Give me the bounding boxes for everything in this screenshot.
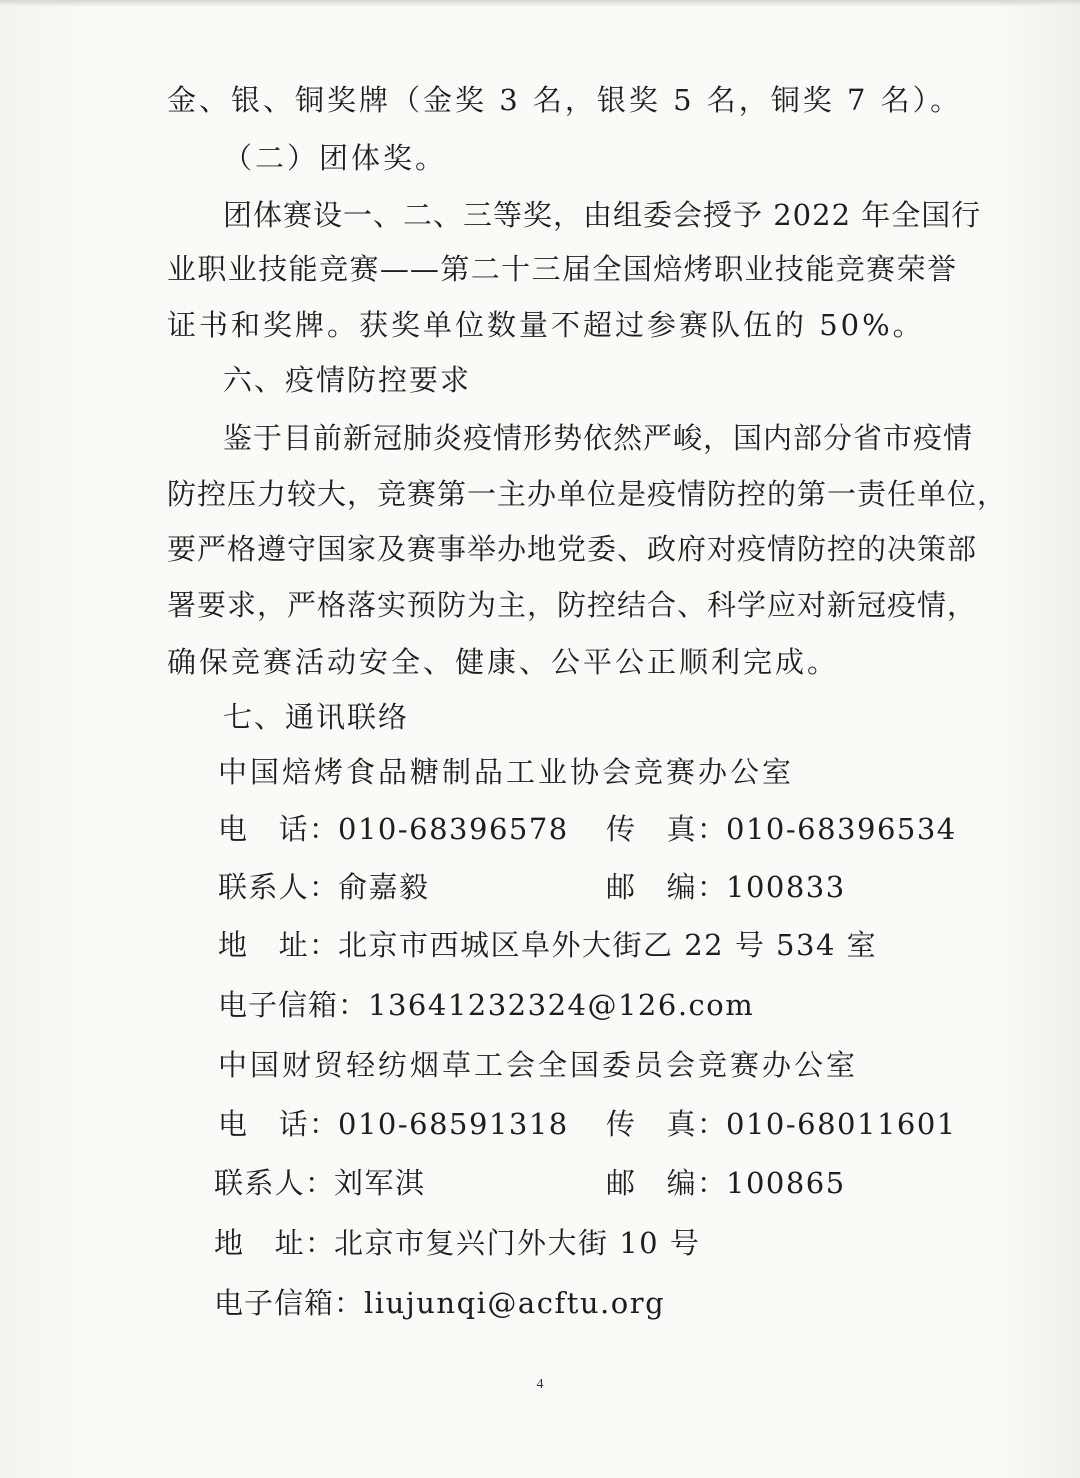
scan-edge (0, 0, 1080, 6)
zip-label: 邮 编： (606, 870, 726, 904)
email-label: 电子信箱： (218, 988, 369, 1022)
contact-1-address-row (218, 920, 877, 970)
zip-value: 100833 (726, 870, 846, 904)
contact-1-org: 中国焙烤食品糖制品工业协会竞赛办公室 (218, 755, 795, 789)
section-6-para-line-1: 鉴于目前新冠肺炎疫情形势依然严峻，国内部分省市疫情 (223, 421, 974, 455)
section-6-para-line-4: 署要求，严格落实预防为主，防控结合、科学应对新冠疫情， (167, 588, 978, 622)
team-award-para-line-1: 团体赛设一、二、三等奖，由组委会授予 2022 年全国行 (223, 198, 982, 232)
fax-label: 传 真： (606, 1107, 726, 1141)
section-6-para-line-5: 确保竞赛活动安全、健康、公平公正顺利完成。 (167, 645, 840, 679)
email-label: 电子信箱： (214, 1286, 365, 1320)
phone-value: 010-68591318 (338, 1107, 569, 1141)
zip-label: 邮 编： (606, 1166, 726, 1200)
phone-value: 010-68396578 (338, 812, 569, 846)
contact-2-person-row (214, 1158, 846, 1208)
address-label: 地 址： (214, 1226, 334, 1260)
phone-label: 电 话： (218, 1107, 338, 1141)
section-7-heading: 七、通讯联络 (223, 700, 410, 734)
fax-value: 010-68396534 (726, 812, 957, 846)
section-6-para-line-2: 防控压力较大，竞赛第一主办单位是疫情防控的第一责任单位， (167, 477, 1008, 511)
contact-2-phone-row (218, 1099, 957, 1149)
page-number: 4 (536, 1377, 544, 1392)
fax-value: 010-68011601 (726, 1107, 957, 1141)
contact-2-org: 中国财贸轻纺烟草工会全国委员会竞赛办公室 (218, 1048, 859, 1082)
email-value: liujunqi@acftu.org (364, 1286, 666, 1320)
email-value: 13641232324@126.com (368, 988, 755, 1022)
person-label: 联系人： (214, 1166, 334, 1200)
section-6-para-line-3: 要严格遵守国家及赛事举办地党委、政府对疫情防控的决策部 (167, 532, 978, 566)
zip-value: 100865 (726, 1166, 846, 1200)
address-value: 北京市西城区阜外大街乙 22 号 534 室 (338, 928, 878, 962)
award-line: 金、银、铜奖牌（金奖 3 名，银奖 5 名，铜奖 7 名）。 (167, 83, 963, 117)
team-award-title: （二）团体奖。 (223, 141, 448, 175)
team-award-para-line-2: 业职业技能竞赛——第二十三届全国焙烤职业技能竞赛荣誉 (167, 252, 957, 286)
person-value: 刘军淇 (334, 1166, 426, 1200)
team-award-para-line-3: 证书和奖牌。获奖单位数量不超过参赛队伍的 50%。 (167, 308, 925, 342)
section-6-heading: 六、疫情防控要求 (223, 363, 472, 397)
contact-2-address-row (214, 1218, 700, 1268)
contact-2-email-row (214, 1278, 665, 1328)
fax-label: 传 真： (606, 812, 726, 846)
person-label: 联系人： (218, 870, 338, 904)
address-label: 地 址： (218, 928, 338, 962)
phone-label: 电 话： (218, 812, 338, 846)
person-value: 俞嘉毅 (338, 870, 430, 904)
address-value: 北京市复兴门外大街 10 号 (334, 1226, 701, 1260)
contact-1-phone-row (218, 804, 957, 854)
contact-1-email-row (218, 980, 754, 1030)
contact-1-person-row (218, 862, 846, 912)
